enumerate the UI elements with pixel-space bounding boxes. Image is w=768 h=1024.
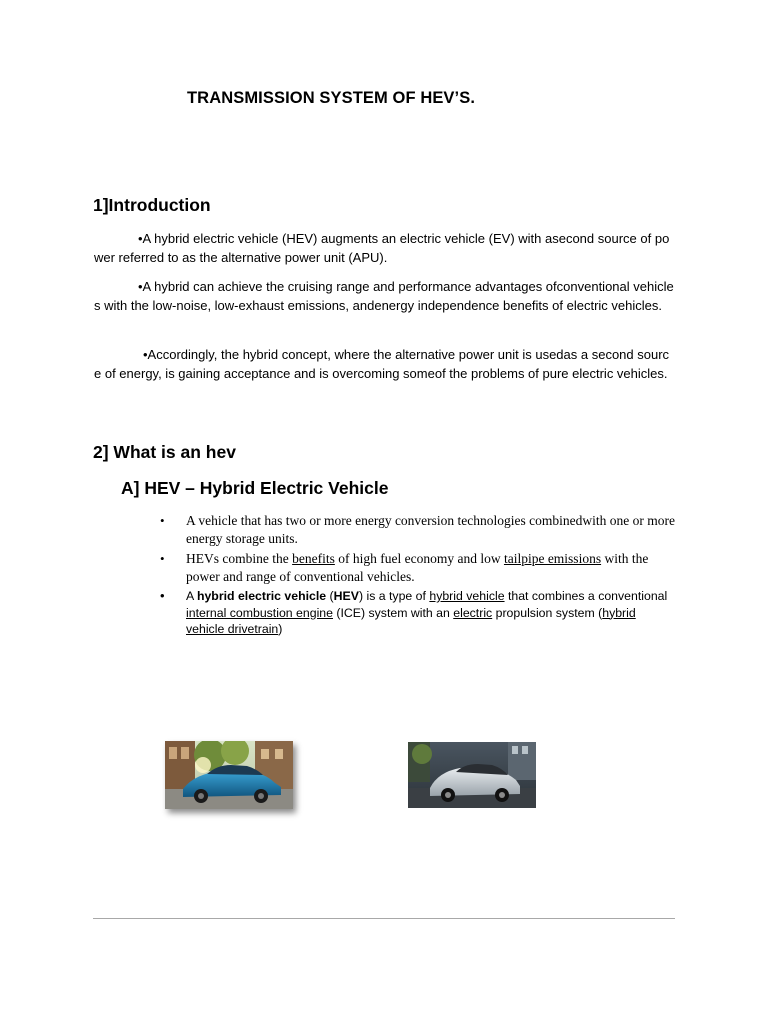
introduction-heading: 1]Introduction bbox=[93, 195, 211, 215]
bullet-1-text: A vehicle that has two or more energy conversion technologies combinedwith one or more energy storage units. bbox=[186, 513, 675, 546]
internal-combustion-engine-link[interactable]: internal combustion engine bbox=[186, 605, 333, 620]
bullet-3-text-g: ) bbox=[278, 622, 283, 636]
bullet-3-text-d: that combines a conventional bbox=[504, 589, 668, 603]
bullet-3-text-e: (ICE) system with an bbox=[332, 605, 454, 620]
intro-paragraph-1: •A hybrid electric vehicle (HEV) augments an electric vehicle (EV) with asecond source of power referred to as the alternative power unit (APU). bbox=[94, 231, 670, 265]
bullet-dot: • bbox=[160, 588, 165, 603]
hev-subheading: A] HEV – Hybrid Electric Vehicle bbox=[121, 478, 389, 498]
bullet-item-1 bbox=[160, 512, 675, 548]
bullet-2-text-a: HEVs combine the bbox=[186, 551, 293, 566]
bullet-item-2 bbox=[160, 550, 675, 586]
section-2-heading: 2] What is an hev bbox=[93, 442, 236, 462]
hybrid-electric-vehicle-term: hybrid electric vehicle bbox=[196, 589, 327, 603]
tailpipe-emissions-link[interactable]: tailpipe emissions bbox=[503, 551, 602, 566]
hybrid-vehicle-drivetrain-link[interactable]: hybrid vehicle drivetrain bbox=[186, 605, 636, 636]
bullet-item-3 bbox=[160, 588, 675, 638]
intro-paragraph-2: •A hybrid can achieve the cruising range and performance advantages ofconventional vehicles with the low-noise, low-exhaust emissions, andenergy independence benefits of electric vehicles. bbox=[94, 279, 674, 313]
bullet-dot: • bbox=[160, 513, 165, 528]
bullet-2-text-b: of high fuel economy and low bbox=[334, 551, 504, 566]
silver-hybrid-suv-photo-graphic bbox=[408, 742, 536, 808]
bullet-3-text-a: A bbox=[186, 589, 197, 603]
hev-bullet-list bbox=[160, 512, 675, 638]
hev-term: HEV bbox=[333, 589, 359, 603]
bullet-dot: • bbox=[160, 551, 165, 566]
document-title: TRANSMISSION SYSTEM OF HEV’S. bbox=[187, 89, 476, 107]
footer-divider bbox=[93, 918, 675, 919]
electric-link[interactable]: electric bbox=[453, 605, 493, 620]
benefits-link[interactable]: benefits bbox=[292, 551, 335, 566]
bullet-3-text-b: ( bbox=[326, 589, 334, 603]
bullet-3-text-c: ) is a type of bbox=[358, 589, 430, 603]
bullet-3-text-f: propulsion system ( bbox=[492, 605, 603, 620]
bullet-2-text-c: with the power and range of conventional vehicles. bbox=[186, 551, 649, 584]
intro-paragraph-3: •Accordingly, the hybrid concept, where the alternative power unit is usedas a second source of energy, is gaining acceptance and is overcoming someof the problems of pure electric vehicles. bbox=[94, 347, 670, 381]
blue-hybrid-sedan-photo-graphic bbox=[165, 741, 293, 809]
silver-hybrid-suv-photo bbox=[408, 742, 536, 808]
blue-hybrid-sedan-photo bbox=[165, 741, 293, 809]
hybrid-vehicle-link[interactable]: hybrid vehicle bbox=[429, 589, 505, 603]
